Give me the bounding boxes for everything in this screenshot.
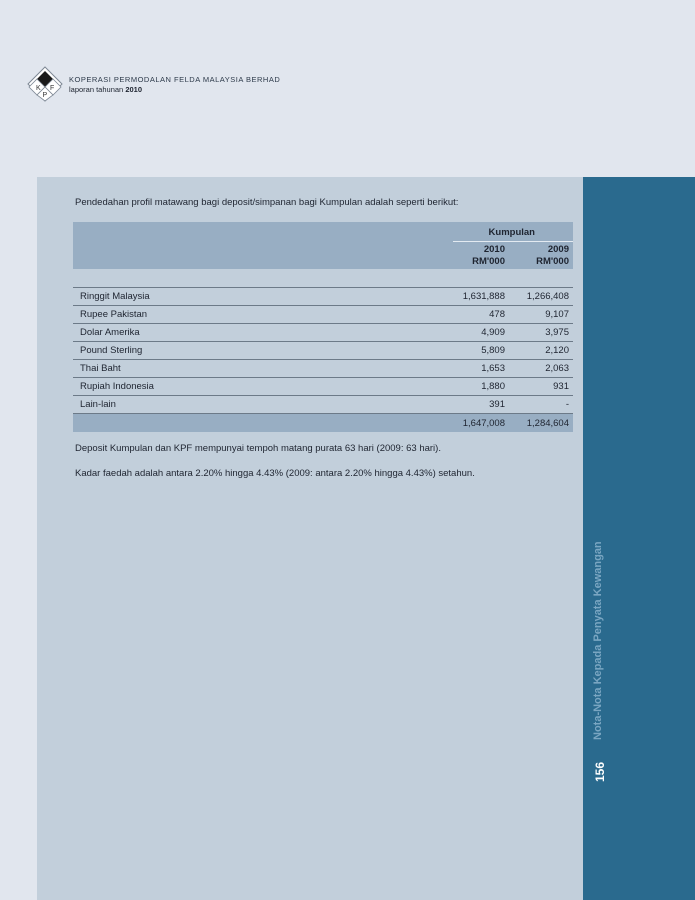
- row-label: Lain-lain: [80, 399, 116, 410]
- value-2010: 5,809: [481, 345, 505, 356]
- table-row: [73, 396, 573, 414]
- table-row: [73, 342, 573, 360]
- row-label: Ringgit Malaysia: [80, 291, 150, 302]
- total-2009: 1,284,604: [526, 418, 569, 429]
- row-label: Dolar Amerika: [80, 327, 140, 338]
- value-2010: 1,631,888: [462, 291, 505, 302]
- intro-text: Pendedahan profil matawang bagi deposit/simpanan bagi Kumpulan adalah seperti berikut:: [75, 197, 459, 208]
- value-2010: 1,653: [481, 363, 505, 374]
- row-label: Thai Baht: [80, 363, 121, 374]
- value-2010: 1,880: [481, 381, 505, 392]
- table-row: [73, 378, 573, 396]
- row-label: Pound Sterling: [80, 345, 143, 356]
- report-year: 2010: [125, 85, 142, 94]
- content-panel: [37, 177, 583, 900]
- column-year: 2009: [547, 244, 569, 255]
- value-2009: -: [565, 399, 569, 410]
- column-header-2010: [472, 244, 505, 268]
- report-title: [69, 85, 142, 94]
- row-label: Rupiah Indonesia: [80, 381, 154, 392]
- group-header-divider: [453, 241, 573, 242]
- row-label: Rupee Pakistan: [80, 309, 148, 320]
- table-header: [73, 222, 573, 269]
- logo-letter-f: F: [50, 85, 55, 92]
- value-2010: 4,909: [481, 327, 505, 338]
- total-2010: 1,647,008: [462, 418, 505, 429]
- value-2010: 391: [489, 399, 505, 410]
- value-2009: 2,063: [545, 363, 569, 374]
- value-2009: 9,107: [545, 309, 569, 320]
- maturity-note: Deposit Kumpulan dan KPF mempunyai tempoh matang purata 63 hari (2009: 63 hari).: [75, 443, 441, 454]
- logo-letter-k: K: [36, 85, 41, 92]
- column-year: 2010: [483, 244, 505, 255]
- organization-name: KOPERASI PERMODALAN FELDA MALAYSIA BERHAD: [69, 75, 281, 84]
- table-body: [73, 287, 573, 414]
- table-row: [73, 360, 573, 378]
- table-row: [73, 324, 573, 342]
- column-unit: RM'000: [472, 256, 505, 267]
- sidebar-band: [583, 177, 695, 900]
- total-row: [73, 414, 573, 432]
- value-2009: 2,120: [545, 345, 569, 356]
- table-row: [73, 288, 573, 306]
- column-header-2009: [536, 244, 569, 268]
- value-2009: 931: [553, 381, 569, 392]
- value-2009: 3,975: [545, 327, 569, 338]
- interest-rate-note: Kadar faedah adalah antara 2.20% hingga 4.43% (2009: antara 2.20% hingga 4.43%) setahun.: [75, 468, 475, 479]
- page-number: 156: [593, 761, 607, 782]
- kpf-logo-icon: [27, 66, 63, 102]
- section-title: Nota-Nota Kepada Penyata Kewangan: [592, 541, 604, 740]
- group-header: Kumpulan: [488, 227, 535, 238]
- value-2010: 478: [489, 309, 505, 320]
- column-unit: RM'000: [536, 256, 569, 267]
- value-2009: 1,266,408: [526, 291, 569, 302]
- table-row: [73, 306, 573, 324]
- logo-letter-p: P: [42, 92, 48, 99]
- report-prefix: laporan tahunan: [69, 85, 124, 94]
